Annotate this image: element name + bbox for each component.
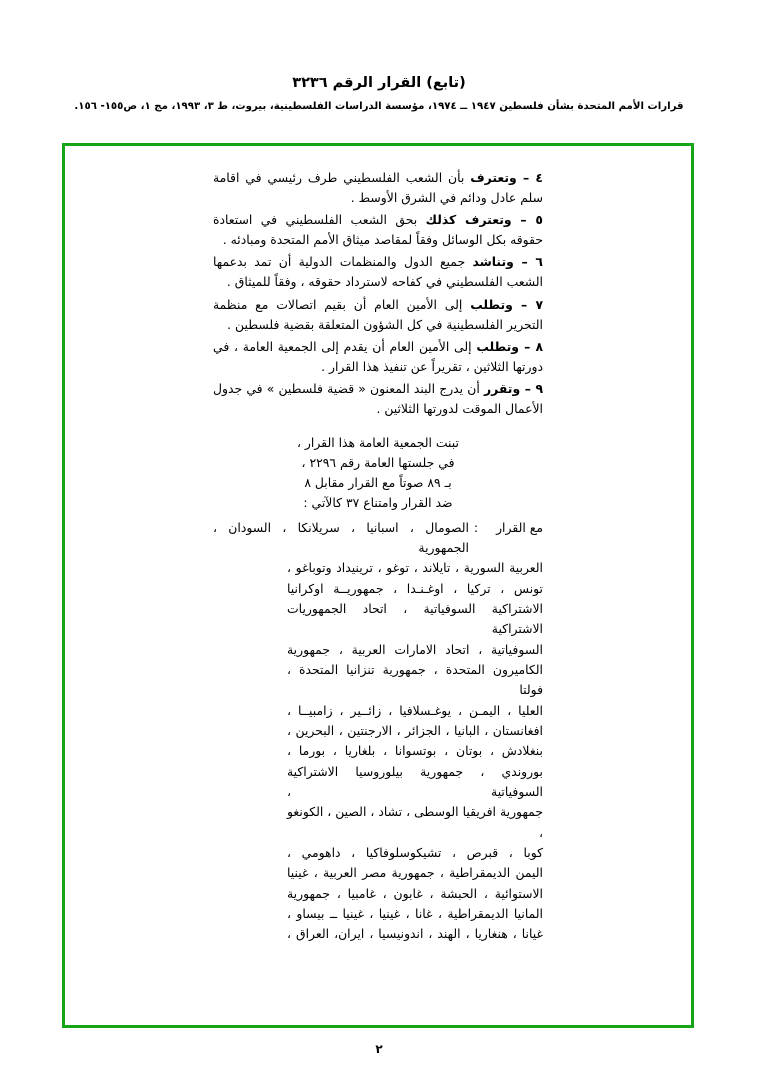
clause-paragraph [213,379,543,419]
in-favour-country-list [213,518,543,945]
clause-lead: ٧ – وتطلب [470,296,544,312]
page-header [0,74,758,113]
list-first-row [213,518,543,559]
resolution-body [65,168,691,945]
vote-summary [213,433,543,513]
content-frame [62,143,694,1028]
list-colon: : [473,519,479,535]
clause-text: أن يدرج البند المعنون « قضية فلسطين » في جدول الأعمال الموقت لدورتها الثلاثين . [213,380,543,417]
country-line: الاشتراكية السوفياتية ، اتحاد الجمهوريات الاشتراكية [287,600,543,637]
clause-text: جميع الدول والمنظمات الدولية أن تمد بدعمها الشعب الفلسطيني في كفاحه لاسترداد حقوقه ، وفقاً للميثاق . [213,254,543,290]
clause-text: إلى الأمين العام أن يقدم إلى الجمعية العامة ، في دورتها الثلاثين ، تقريراً عن تنفيذ هذا القرار . [213,338,543,374]
country-line: بنغلادش ، بوتان ، بوتسوانا ، بلغاريا ، بورما ، [287,743,543,759]
clause-paragraph [213,210,543,250]
vote-line: ضد القرار وامتناع ٣٧ كالآتي : [303,495,453,511]
clause-paragraph [213,252,543,292]
country-line: بوروندي ، جمهورية بيلوروسيا الاشتراكية السوفياتية ، [287,763,543,799]
clause-paragraph [213,168,543,208]
clause-text: بحق الشعب الفلسطيني في استعادة حقوقه بكل الوسائل وفقاً لمقاصد ميثاق الأمم المتحدة ومبادئه . [213,212,543,248]
list-label: مع القرار [496,519,543,535]
country-line: افغانستان ، البانيا ، الجزائر ، الارجنتين ، البحرين ، [287,722,543,738]
clause-paragraph [213,337,543,377]
country-line: العليا ، اليمـن ، يوغـسلافيا ، زائــير ، زامبيــا ، [287,702,543,718]
country-line: تونس ، تركيا ، اوغـنـدا ، جمهوريــة اوكرانيا [287,580,543,596]
country-line: المانيا الديمقراطية ، غانا ، غينيا ، غينيا ــ بيساو ، [287,906,543,922]
document-title: (تابع) القرار الرقم ٣٢٣٦ [292,75,466,91]
document-source-note: ﻗﺮارات الأمم المتحدة بشأن فلسطين ١٩٤٧ ــ ١٩٧٤، مؤسسة الدراسات الفلسطينية، بيروت، ط ٣، ١٩٩٣، مج ١، ص١٥٥- ١٥٦. [74,100,684,112]
country-line: العربية السورية ، تايلاند ، توغو ، ترينيداد وتوباغو ، [287,560,543,576]
clause-lead: ٩ – وتقرر [484,380,544,396]
country-line: كوبا ، قبرص ، تشيكوسلوفاكيا ، داهومي ، [287,845,543,860]
country-line: الصومال ، اسبانيا ، سريلانكا ، السودان ، الجمهورية [213,519,469,555]
country-line: جمهورية افريقيا الوسطى ، تشاد ، الصين ، الكونغو ، [287,804,543,840]
vote-line: بـ ٨٩ صوتاً مع القرار مقابل ٨ [304,475,452,491]
clause-lead: ٥ – وتعترف كذلك [425,212,543,228]
country-line: السوفياتية ، اتحاد الامارات العربية ، جمهورية [287,641,543,657]
vote-line: تبنت الجمعية العامة هذا القرار ، [296,435,459,451]
clause-text: إلى الأمين العام أن بقيم اتصالات مع منظمة التحرير الفلسطينية في كل الشؤون المتعلقة بقضية فلسطين . [213,296,543,332]
clause-lead: ٦ – وتناشد [472,254,543,270]
country-line: اليمن الديمقراطية ، جمهورية مصر العربية ، غينيا [287,865,543,881]
clause-text: بأن الشعب الفلسطيني طرف رئيسي في اقامة سلم عادل ودائم في الشرق الأوسط . [213,170,543,206]
clause-lead: ٤ – وتعترف [470,170,543,185]
country-line: الكاميرون المتحدة ، جمهورية تنزانيا المتحدة ، فولتا [287,661,543,698]
country-line: غيانا ، هنغاريا ، الهند ، اندونيسيا ، ايران، العراق ، [287,926,543,942]
page-number: ٢ [375,1042,383,1056]
country-line: الاستوائية ، الحبشة ، غابون ، غامبيا ، جمهورية [287,885,543,901]
vote-line: في جلستها العامة رقم ٢٢٩٦ ، [301,455,455,471]
clause-lead: ٨ – وتطلب [476,338,544,354]
clause-paragraph [213,295,543,335]
country-lines [287,558,543,945]
